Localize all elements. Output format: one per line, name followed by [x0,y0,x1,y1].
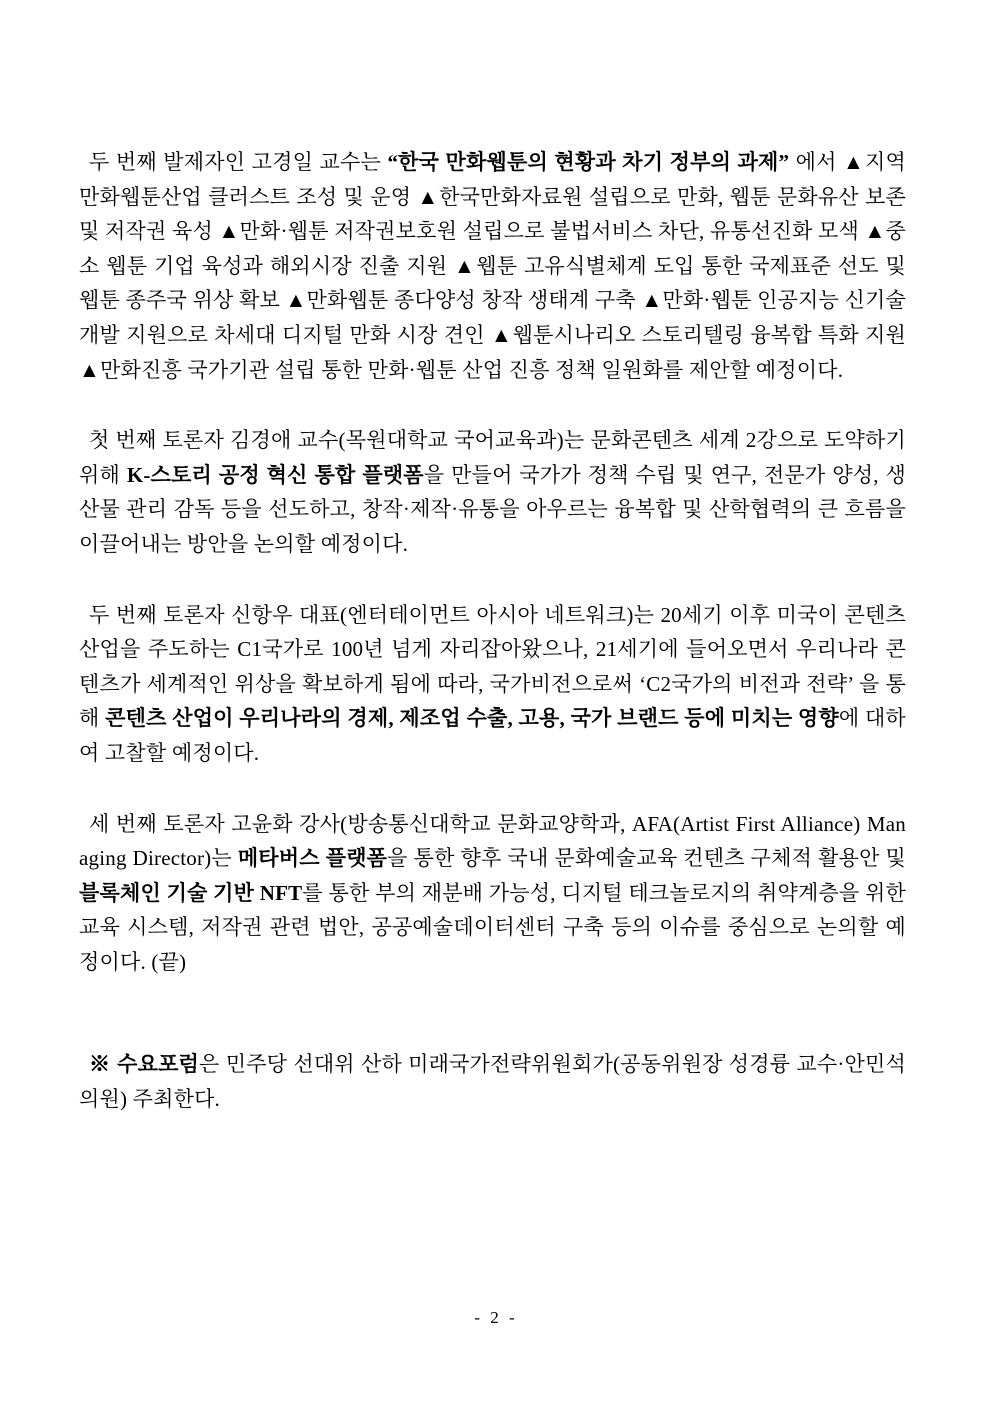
bold-text-run: ※ 수요포럼 [89,1052,200,1077]
bold-text-run: 메타버스 플랫폼 [237,846,388,871]
text-run: 을 만들어 국가가 정책 수립 및 연구, 전문가 양성, 생산물 관리 감독 등을 선도하고, 창작·제작·유통을 아우르는 융복합 및 산학협력의 큰 흐름을 이끌어내는 방안을 논의할 예정이다. [79,462,907,556]
text-run: 은 민주당 선대위 산하 미래국가전략위원회가(공동위원장 성경륭 교수·안민석 의원) 주최한다. [79,1052,907,1112]
text-run: 을 통한 향후 국내 문화예술교육 컨텐츠 구체적 활용안 및 [387,846,906,871]
paragraph-presenter-2 [79,145,906,387]
paragraph-panelist-1 [79,423,906,561]
text-run: 에 대하여 고찰할 예정이다. [79,706,906,765]
document-body [79,145,906,1153]
text-run: 에서 ▲지역 만화웹툰산업 클러스트 조성 및 운영 ▲한국만화자료원 설립으로 만화, 웹툰 문화유산 보존 및 저작권 육성 ▲만화·웹툰 저작권보호원 설립으로 불법서비스 차단, 유통선진화 모색 ▲중소 웹툰 기업 육성과 해외시장 진출 지원 ▲웹툰 고유식별체계 도입 통한 국제표준 선도 및 웹툰 종주국 위상 확보 ▲만화웹툰 종다양성 창작 생태계 구축 ▲만화·웹툰 인공지능 신기술 개발 지원으로 차세대 디지털 만화 시장 견인 ▲웹툰시나리오 스토리텔링 융복합 특화 지원 ▲만화진흥 국가기관 설립 통한 만화·웹툰 산업 진흥 정책 일원화를 제안할 예정이다. [79,150,906,382]
bold-text-run: 블록체인 기술 기반 NFT [79,880,303,905]
page-number: - 2 - [474,1308,518,1327]
text-run: 를 통한 부의 재분배 가능성, 디지털 테크놀로지의 취약계층을 위한 교육 시스템, 저작권 관련 법안, 공공예술데이터센터 구축 등의 이슈를 중심으로 논의할 예정이다. (끝) [79,880,907,974]
bold-text-run: 콘텐츠 산업이 우리나라의 경제, 제조업 수출, 고용, 국가 브랜드 등에 미치는 영향 [105,706,839,731]
paragraph-panelist-3 [79,807,906,980]
text-run: 두 번째 토론자 신항우 대표(엔터테이먼트 아시아 네트워크)는 20세기 이후 미국이 콘텐츠산업을 주도하는 C1국가로 100년 넘게 자리잡아왔으나, 21세기에 들어오면서 우리나라 콘텐츠가 세계적인 위상을 확보하게 됨에 따라, 국가비전으로써 ‘C2국가의 비전과 전략’ 을 통해 [79,602,906,731]
text-run: 두 번째 발제자인 고경일 교수는 [89,150,388,174]
paragraph-host-note [79,1047,906,1116]
paragraph-panelist-2 [79,598,906,771]
text-run: 첫 번째 토론자 김경애 교수(목원대학교 국어교육과)는 문화콘텐츠 세계 2강으로 도약하기 위해 [79,428,906,487]
text-run: 세 번째 토론자 고윤화 강사(방송통신대학교 문화교양학과, AFA(Artist First Alliance) Managing Director)는 [79,811,906,871]
bold-text-run: K-스토리 공정 혁신 통합 플랫폼 [126,462,424,487]
bold-text-run: “한국 만화웹툰의 현황과 차기 정부의 과제” [387,150,790,174]
